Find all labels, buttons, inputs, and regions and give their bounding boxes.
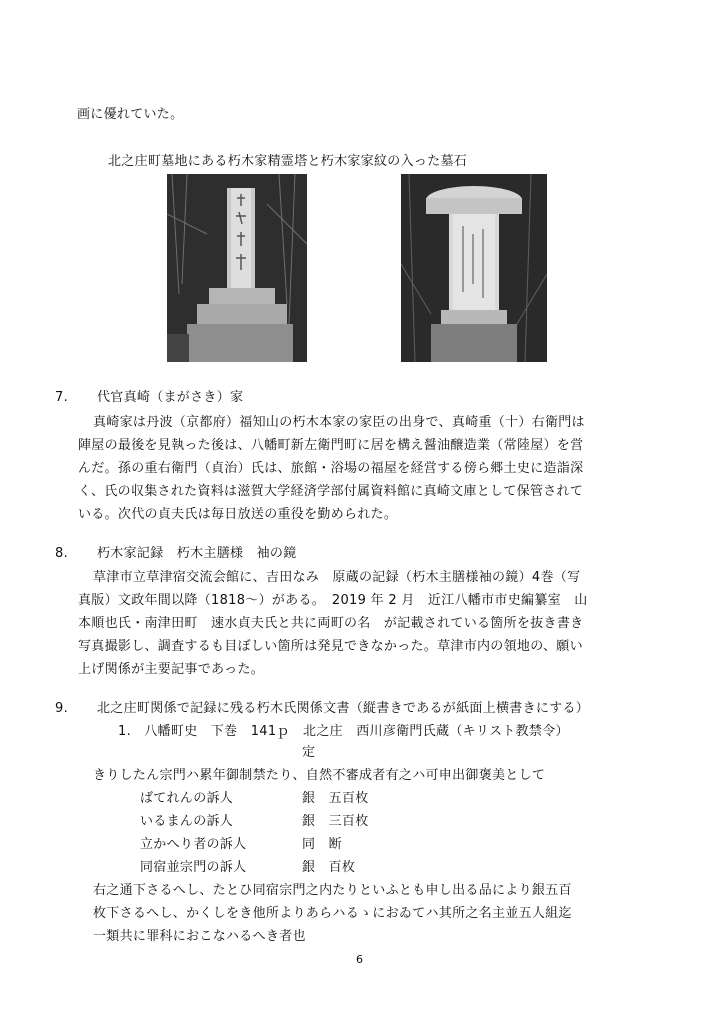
reward-value: 銀 百枚 [302, 860, 356, 875]
family-crest-gravestone-photo [401, 174, 547, 362]
decree-body-line: きりしたん宗門ハ累年御制禁たり、自然不審成者有之ハ可申出御褒美として [93, 768, 546, 783]
reward-value: 同 断 [302, 837, 342, 852]
decree-closing-line: 枚下さるへし、かくしをき他所よりあらハるゝにおゐてハ其所之名主並五人組迄 [93, 906, 572, 921]
section-7-line: 真崎家は丹波（京都府）福知山の朽木本家の家臣の出身で、真崎重（十）右衛門は [93, 415, 585, 430]
reward-value: 銀 三百枚 [302, 814, 369, 829]
reward-label: 同宿並宗門の訴人 [140, 860, 247, 875]
section-8-line: 真版）文政年間以降（1818～）がある。 2019 年 2 月 近江八幡市市史編纂室 山 [78, 593, 588, 608]
section-9-number: 9. [55, 701, 69, 716]
section-7-line: いる。次代の貞夫氏は毎日放送の重役を勤められた。 [78, 507, 398, 522]
photo-caption: 北之庄町墓地にある朽木家精霊塔と朽木家家紋の入った墓石 [108, 154, 468, 169]
reward-value: 銀 五百枚 [302, 791, 369, 806]
section-7-heading: 代官真崎（まがさき）家 [97, 390, 244, 405]
memorial-tower-photo [167, 174, 307, 362]
section-7-line: んだ。孫の重右衛門（貞治）氏は、旅館・浴場の福屋を経営する傍ら郷土史に造詣深 [78, 461, 584, 476]
reward-label: いるまんの訴人 [140, 814, 234, 829]
section-8-line: 草津市立草津宿交流会館に、吉田なみ 原蔵の記録（朽木主膳様袖の鏡）4巻（写 [93, 570, 581, 585]
section-7-number: 7. [55, 390, 69, 405]
section-8-number: 8. [55, 546, 69, 561]
section-7-line: く、氏の収集された資料は滋賀大学経済学部付属資料館に真崎文庫として保管されて [78, 484, 584, 499]
section-8-line: 本順也氏・南津田町 速水貞夫氏と共に両町の名 が記載されている箇所を抜き書き [78, 616, 584, 631]
section-9-heading: 北之庄町関係で記録に残る朽木氏関係文書（縦書きであるが紙面上横書きにする） [97, 701, 590, 716]
reward-label: ばてれんの訴人 [140, 791, 234, 806]
section-9-sub-item: 1. 八幡町史 下巻 141ｐ 北之庄 西川彦衛門氏蔵（キリスト教禁令） [118, 724, 569, 739]
section-8-heading: 朽木家記録 朽木主膳様 袖の鏡 [97, 546, 297, 561]
section-8-line: 上げ関係が主要記事であった。 [78, 662, 265, 677]
page-number: 6 [356, 953, 364, 966]
intro-line: 画に優れていた。 [77, 107, 184, 122]
reward-label: 立かへり者の訴人 [140, 837, 247, 852]
decree-title: 定 [302, 745, 316, 760]
decree-closing-line: 一類共に罪科におこなハるへき者也 [93, 929, 306, 944]
section-7-line: 陣屋の最後を見執った後は、八幡町新左衛門町に居を構え醤油醸造業（常陸屋）を営 [78, 438, 584, 453]
decree-closing-line: 右之通下さるへし、たとひ同宿宗門之内たりといふとも申し出る品により銀五百 [93, 883, 572, 898]
section-8-line: 写真撮影し、調査するも目ぼしい箇所は発見できなかった。草津市内の領地の、願い [78, 639, 583, 654]
